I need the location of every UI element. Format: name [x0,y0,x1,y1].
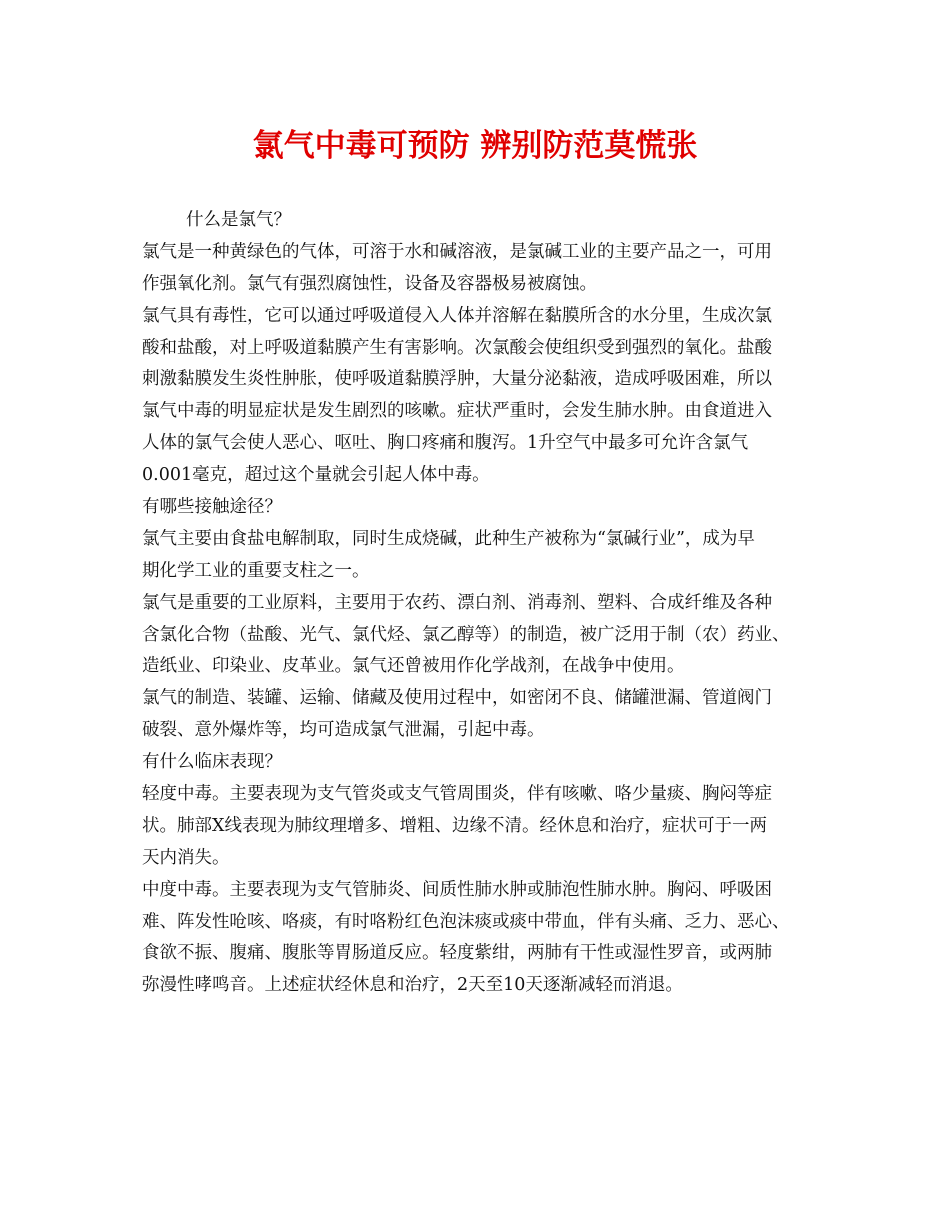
text-line: 氯气的制造、装罐、运输、储藏及使用过程中，如密闭不良、储罐泄漏、管道阀门 [142,688,772,709]
section-heading-what-is-chlorine: 什么是氯气？ [186,210,291,230]
text-line: 难、阵发性呛咳、咯痰，有时咯粉红色泡沫痰或痰中带血，伴有头痛、乏力、恶心、 [142,911,790,932]
text-line: 氯气中毒的明显症状是发生剧烈的咳嗽。症状严重时，会发生肺水肿。由食道进入 [142,401,772,422]
text-line: 中度中毒。主要表现为支气管肺炎、间质性肺水肿或肺泡性肺水肿。胸闷、呼吸困 [142,879,772,900]
text-line: 氯气是一种黄绿色的气体，可溶于水和碱溶液，是氯碱工业的主要产品之一，可用 [142,241,772,262]
text-line: 状。肺部X线表现为肺纹理增多、增粗、边缘不清。经休息和治疗，症状可于一两 [142,815,767,836]
text-line: 含氯化合物（盐酸、光气、氯代烃、氯乙醇等）的制造，被广泛用于制（农）药业、 [142,624,790,645]
text-line: 破裂、意外爆炸等，均可造成氯气泄漏，引起中毒。 [142,720,545,741]
text-line: 天内消失。 [142,847,230,868]
article-body [142,205,832,1002]
text-line: 人体的氯气会使人恶心、呕吐、胸口疼痛和腹泻。1升空气中最多可允许含氯气 [142,433,749,454]
text-line: 食欲不振、腹痛、腹胀等胃肠道反应。轻度紫绀，两肺有干性或湿性罗音，或两肺 [142,943,772,964]
text-line: 氯气主要由食盐电解制取，同时生成烧碱，此种生产被称为“氯碱行业”，成为早 [142,528,755,549]
text-line: 氯气具有毒性，它可以通过呼吸道侵入人体并溶解在黏膜所含的水分里，生成次氯 [142,305,772,326]
text-line: 0.001毫克，超过这个量就会引起人体中毒。 [142,465,490,486]
text-line: 作强氧化剂。氯气有强烈腐蚀性，设备及容器极易被腐蚀。 [142,273,597,294]
section-heading-exposure-routes: 有哪些接触途径？ [142,497,282,518]
section-heading-clinical-signs: 有什么临床表现？ [142,752,282,773]
text-line: 酸和盐酸，对上呼吸道黏膜产生有害影响。次氯酸会使组织受到强烈的氧化。盐酸 [142,337,772,358]
text-line: 期化学工业的重要支柱之一。 [142,560,370,581]
text-line: 弥漫性哮鸣音。上述症状经休息和治疗，2天至10天逐渐减轻而消退。 [142,975,683,996]
text-line: 轻度中毒。主要表现为支气管炎或支气管周围炎，伴有咳嗽、咯少量痰、胸闷等症 [142,784,772,805]
text-line: 造纸业、印染业、皮革业。氯气还曾被用作化学战剂，在战争中使用。 [142,656,685,677]
page-title: 氯气中毒可预防 辨别防范莫慌张 [252,128,698,164]
text-line: 刺激黏膜发生炎性肿胀，使呼吸道黏膜浮肿，大量分泌黏液，造成呼吸困难，所以 [142,369,772,390]
text-line: 氯气是重要的工业原料，主要用于农药、漂白剂、消毒剂、塑料、合成纤维及各种 [142,592,772,613]
